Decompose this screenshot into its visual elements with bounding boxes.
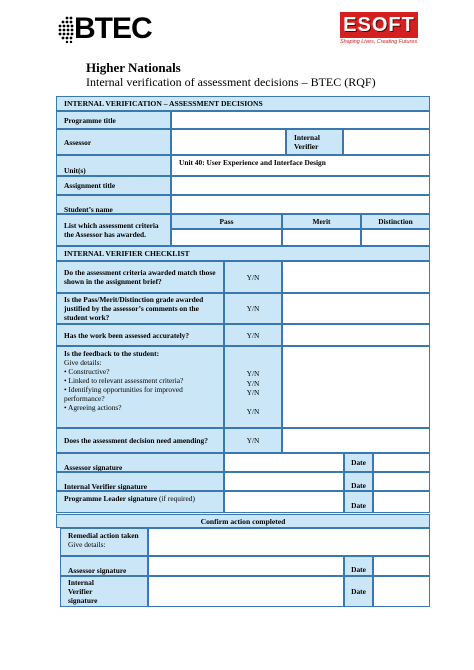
pl-signature-note: (if required) [159, 494, 195, 503]
btec-logo [58, 12, 158, 46]
criteria-merit-header: Merit [282, 214, 361, 229]
iv-date-label: Date [344, 472, 373, 491]
units-label: Unit(s) [56, 155, 171, 176]
confirm-iv-signature-label-text: Internal Verifier signature [68, 578, 98, 605]
assignment-title-field[interactable] [171, 176, 430, 195]
confirm-assessor-date-field[interactable] [373, 556, 430, 576]
checklist-q1-yn[interactable]: Y/N [224, 261, 282, 293]
internal-verifier-field[interactable] [343, 129, 430, 155]
checklist-q3-label: Has the work been assessed accurately? [56, 324, 224, 346]
confirm-section-title: Confirm action completed [56, 514, 430, 528]
checklist-q4-yn-agreeing[interactable]: Y/N [246, 406, 260, 416]
checklist-q3-yn[interactable]: Y/N [224, 324, 282, 346]
checklist-q4-yn-cell [224, 346, 282, 428]
assessor-date-field[interactable] [373, 453, 430, 472]
remedial-action-field[interactable] [148, 528, 430, 556]
pl-signature-field[interactable] [224, 491, 344, 513]
btec-logo-text: BTEC [74, 12, 152, 45]
checklist-q4-intro: Give details: [64, 358, 102, 367]
page-subtitle: Internal verification of assessment decisions – BTEC (RQF) [86, 75, 376, 89]
checklist-q2-label: Is the Pass/Merit/Distinction grade awarded justified by the assessor’s comments on the student work? [56, 293, 224, 324]
checklist-section-title: INTERNAL VERIFIER CHECKLIST [56, 246, 430, 261]
criteria-distinction-field[interactable] [361, 229, 430, 246]
iv-date-field[interactable] [373, 472, 430, 491]
assessor-signature-label: Assessor signature [56, 453, 224, 472]
checklist-q4-yn-spacer [225, 398, 281, 407]
assessor-label: Assessor [56, 129, 171, 155]
pl-signature-label [56, 491, 224, 513]
checklist-q4-item: • Agreeing actions? [64, 403, 122, 412]
internal-verifier-label: Internal Verifier [286, 129, 343, 155]
criteria-merit-field[interactable] [282, 229, 361, 246]
checklist-q5-comment[interactable] [282, 428, 430, 453]
confirm-assessor-signature-field[interactable] [148, 556, 344, 576]
programme-title-field[interactable] [171, 111, 430, 129]
checklist-q2-yn[interactable]: Y/N [224, 293, 282, 324]
checklist-q5-label: Does the assessment decision need amending? [56, 428, 224, 453]
esoft-tagline: Shaping Lives, Creating Futures. [340, 39, 419, 45]
checklist-q2-comment[interactable] [282, 293, 430, 324]
remedial-action-label [60, 528, 148, 556]
assessor-signature-field[interactable] [224, 453, 344, 472]
checklist-q1-label: Do the assessment criteria awarded match those shown in the assignment brief? [56, 261, 224, 293]
checklist-q4-title: Is the feedback to the student: [64, 349, 160, 358]
criteria-pass-field[interactable] [171, 229, 282, 246]
btec-dots-icon [58, 15, 74, 43]
pl-date-field[interactable] [373, 491, 430, 513]
assessor-field[interactable] [171, 129, 286, 155]
criteria-distinction-header: Distinction [361, 214, 430, 229]
student-name-field[interactable] [171, 195, 430, 214]
iv-signature-label: Internal Verifier signature [56, 472, 224, 491]
units-field[interactable]: Unit 40: User Experience and Interface Design [171, 155, 430, 176]
programme-title-label: Programme title [56, 111, 171, 129]
confirm-assessor-signature-label: Assessor signature [60, 556, 148, 576]
pl-date-label: Date [344, 491, 373, 513]
pl-signature-label-text: Programme Leader signature [64, 494, 158, 503]
remedial-action-sub: Give details: [68, 540, 106, 549]
assignment-title-label: Assignment title [56, 176, 171, 195]
esoft-logo-text: ESOFT [343, 14, 415, 36]
student-name-label: Student’s name [56, 195, 171, 214]
decisions-section-title: INTERNAL VERIFICATION – ASSESSMENT DECISIONS [56, 96, 430, 111]
confirm-assessor-date-label: Date [344, 556, 373, 576]
remedial-action-label-text: Remedial action taken [68, 531, 139, 540]
criteria-awarded-label: List which assessment criteria the Assessor has awarded. [56, 214, 171, 246]
confirm-iv-date-field[interactable] [373, 576, 430, 607]
checklist-q4-item: • Linked to relevant assessment criteria? [64, 376, 184, 385]
checklist-q4-label [56, 346, 224, 428]
confirm-iv-signature-label [60, 576, 148, 607]
checklist-q4-yn-opportunities[interactable]: Y/N [246, 388, 260, 397]
checklist-q3-comment[interactable] [282, 324, 430, 346]
confirm-iv-signature-field[interactable] [148, 576, 344, 607]
checklist-q4-yn-linked[interactable]: Y/N [246, 378, 260, 388]
iv-signature-field[interactable] [224, 472, 344, 491]
confirm-iv-date-label: Date [344, 576, 373, 607]
checklist-q1-comment[interactable] [282, 261, 430, 293]
page-title: Higher Nationals [86, 60, 181, 75]
checklist-q4-item: • Identifying opportunities for improved performance? [64, 385, 183, 403]
checklist-q4-item: • Constructive? [64, 367, 110, 376]
checklist-q5-yn[interactable]: Y/N [224, 428, 282, 453]
checklist-q4-list [64, 367, 216, 412]
esoft-logo [340, 12, 418, 48]
checklist-q4-comment[interactable] [282, 346, 430, 428]
assessor-date-label: Date [344, 453, 373, 472]
criteria-pass-header: Pass [171, 214, 282, 229]
checklist-q4-yn-constructive[interactable]: Y/N [246, 369, 260, 378]
